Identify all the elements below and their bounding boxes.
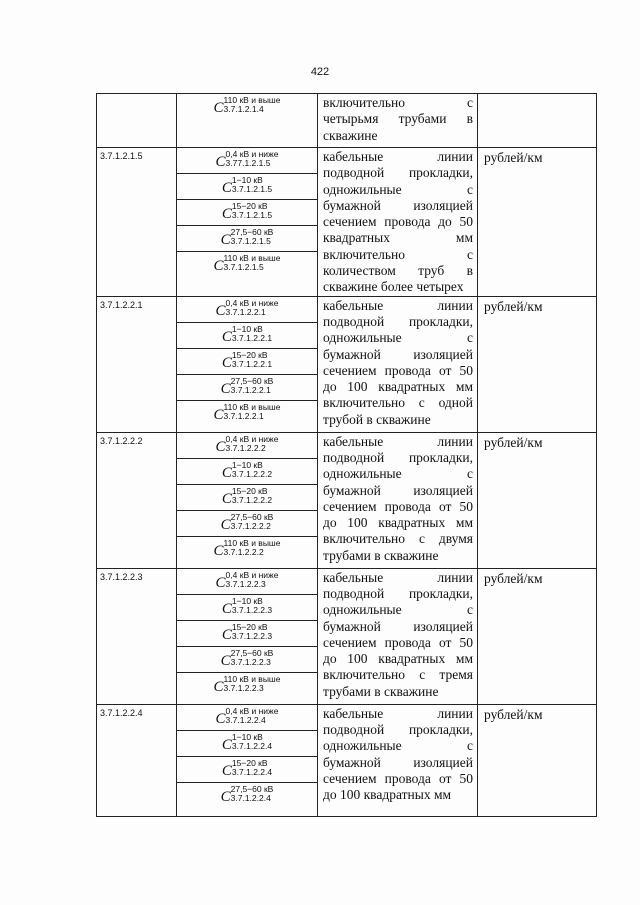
rate-symbol-formula — [177, 597, 317, 615]
rate-letter-c: C — [220, 380, 231, 397]
description-line: одножильные с — [323, 181, 473, 197]
rate-letter-c: C — [221, 762, 232, 779]
rate-symbol — [177, 511, 317, 537]
description-line: четырьмя трубами в — [323, 111, 473, 127]
rate-letter-c: C — [221, 600, 232, 617]
description-line: кабельные линии — [323, 297, 473, 313]
row-code — [97, 94, 177, 148]
description-line: сечением провода до 50 — [323, 214, 473, 230]
rate-symbol — [177, 757, 317, 783]
voltage-class: 110 кВ и выше — [223, 253, 281, 264]
rate-symbols-cell — [177, 704, 318, 816]
rate-symbol — [177, 349, 317, 375]
rate-scripts — [232, 759, 272, 777]
description-line: квадратных мм — [323, 230, 473, 246]
tariff-row — [97, 568, 597, 704]
description-line: подводной прокладки, — [323, 585, 473, 601]
rate-symbol-formula — [177, 228, 317, 246]
description-line: включительно с тремя — [323, 667, 473, 683]
row-description — [318, 94, 478, 148]
rate-symbol — [177, 459, 317, 485]
rate-index: 3.7.1.2.2.3 — [223, 683, 264, 693]
description-line: количеством труб в — [323, 263, 473, 279]
rate-symbol-formula — [177, 254, 317, 272]
description-line: трубами в скважине — [323, 547, 439, 563]
row-code: 3.7.1.2.2.2 — [97, 432, 177, 568]
rate-symbol — [177, 783, 317, 809]
description-line: до 100 квадратных мм — [323, 379, 473, 395]
description-line: включительно с — [323, 95, 473, 110]
rate-symbol-formula — [177, 435, 317, 453]
voltage-class: 0,4 кВ и ниже — [225, 298, 279, 308]
description-line: кабельные линии — [323, 433, 473, 449]
voltage-class: 0,4 кВ и ниже — [225, 434, 279, 444]
rate-letter-c: C — [221, 354, 232, 371]
rate-symbol-formula — [177, 707, 317, 725]
description-line: подводной прокладки, — [323, 721, 473, 737]
row-code: 3.7.1.2.2.1 — [97, 296, 177, 432]
rate-letter-c: C — [221, 464, 232, 481]
rate-index: 3.7.1.2.2.3 — [230, 657, 271, 667]
rate-index: 3.7.1.2.2.2 — [223, 547, 264, 557]
rate-scripts — [232, 597, 272, 615]
row-code: 3.7.1.2.2.3 — [97, 568, 177, 704]
rate-symbol-formula — [177, 202, 317, 220]
rate-index: 3.7.1.2.2.3 — [225, 579, 266, 589]
rate-symbols-cell — [177, 296, 318, 432]
description-line: бумажной изоляцией — [323, 197, 473, 213]
rate-symbol — [177, 537, 317, 563]
rate-symbol — [177, 323, 317, 349]
description-line: включительно с — [323, 246, 473, 262]
rate-scripts — [232, 325, 272, 343]
rate-scripts — [226, 150, 279, 168]
rate-index: 3.7.1.2.1.5 — [231, 184, 273, 195]
voltage-class: 27,5−60 кВ — [230, 648, 274, 658]
row-description — [318, 148, 478, 297]
rate-symbol-formula — [177, 539, 317, 557]
rate-scripts — [224, 403, 281, 421]
rate-symbol-formula — [177, 325, 317, 343]
rate-symbol — [177, 705, 317, 731]
description-line: одножильные с — [323, 330, 473, 346]
tariff-row — [97, 94, 597, 148]
rate-letter-c: C — [215, 302, 226, 319]
rate-scripts — [232, 487, 272, 505]
rate-symbol-formula — [177, 649, 317, 667]
description-line: бумажной изоляцией — [323, 618, 473, 634]
description-line: сечением провода от 50 — [323, 634, 473, 650]
row-unit: рублей/км — [478, 568, 597, 704]
row-description — [318, 296, 478, 432]
description-line: скважине — [323, 127, 378, 143]
description-line: скважине более четырех — [323, 279, 464, 295]
rate-index: 3.7.1.2.2.1 — [223, 411, 264, 421]
voltage-class: 15−20 кВ — [231, 486, 268, 496]
voltage-class: 15−20 кВ — [231, 350, 268, 360]
rate-symbol — [177, 433, 317, 459]
rate-letter-c: C — [213, 406, 224, 423]
voltage-class: 1−10 кВ — [231, 460, 263, 470]
description-line: бумажной изоляцией — [323, 346, 473, 362]
rate-index: 3.7.1.2.2.3 — [231, 631, 273, 641]
description-line: подводной прокладки, — [323, 165, 473, 181]
rate-letter-c: C — [220, 652, 231, 669]
rate-letter-c: C — [221, 328, 232, 345]
voltage-class: 110 кВ и выше — [223, 674, 281, 684]
rate-index: 3.7.1.2.1.4 — [223, 104, 264, 115]
voltage-class: 15−20 кВ — [231, 622, 268, 632]
rate-symbol-formula — [177, 377, 317, 395]
voltage-class: 110 кВ и выше — [223, 538, 281, 548]
rate-letter-c: C — [215, 153, 226, 170]
row-code: 3.7.1.2.2.4 — [97, 704, 177, 816]
rate-symbol-formula — [177, 571, 317, 589]
rate-index: 3.7.1.2.1.5 — [230, 236, 271, 247]
tariff-row — [97, 432, 597, 568]
row-unit: рублей/км — [478, 296, 597, 432]
rate-index: 3.7.1.2.2.1 — [231, 333, 273, 343]
rate-scripts — [232, 733, 272, 751]
rate-scripts — [231, 377, 274, 395]
rate-scripts — [231, 228, 274, 246]
rate-symbol — [177, 673, 317, 699]
rate-symbol-formula — [177, 513, 317, 531]
rate-index: 3.7.1.2.1.5 — [231, 210, 273, 221]
rate-letter-c: C — [221, 736, 232, 753]
tariff-table-body — [97, 94, 597, 817]
description-line: подводной прокладки, — [323, 449, 473, 465]
rate-letter-c: C — [221, 626, 232, 643]
rate-symbols-cell — [177, 148, 318, 297]
rate-letter-c: C — [220, 788, 231, 805]
voltage-class: 27,5−60 кВ — [230, 227, 274, 238]
row-unit: рублей/км — [478, 148, 597, 297]
voltage-class: 0,4 кВ и ниже — [225, 570, 279, 580]
rate-symbol-formula — [177, 299, 317, 317]
description-line: сечением провода от 50 — [323, 770, 473, 786]
rate-symbol — [177, 174, 317, 200]
rate-scripts — [226, 707, 279, 725]
rate-index: 3.7.1.2.2.2 — [225, 443, 266, 453]
description-line: одножильные с — [323, 602, 473, 618]
rate-symbol-formula — [177, 623, 317, 641]
description-line: сечением провода от 50 — [323, 498, 473, 514]
rate-symbol — [177, 200, 317, 226]
rate-index: 3.7.1.2.1.5 — [223, 262, 264, 273]
rate-symbol — [177, 647, 317, 673]
rate-scripts — [231, 785, 274, 803]
rate-index: 3.7.1.2.2.1 — [230, 385, 271, 395]
voltage-class: 1−10 кВ — [231, 596, 263, 606]
rate-letter-c: C — [215, 574, 226, 591]
rate-scripts — [232, 623, 272, 641]
description-line: подводной прокладки, — [323, 313, 473, 329]
voltage-class: 27,5−60 кВ — [230, 784, 274, 794]
rate-scripts — [231, 649, 274, 667]
rate-symbols-cell — [177, 432, 318, 568]
voltage-class: 1−10 кВ — [231, 175, 263, 186]
rate-index: 3.77.1.2.1.5 — [225, 158, 271, 169]
rate-symbol-formula — [177, 487, 317, 505]
rate-letter-c: C — [221, 205, 232, 222]
rate-index: 3.7.1.2.2.3 — [231, 605, 273, 615]
rate-symbol — [177, 252, 317, 278]
rate-letter-c: C — [213, 99, 224, 116]
rate-scripts — [226, 299, 279, 317]
rate-letter-c: C — [213, 257, 224, 274]
row-description — [318, 432, 478, 568]
description-line: кабельные линии — [323, 569, 473, 585]
rate-scripts — [231, 513, 274, 531]
rate-symbol — [177, 595, 317, 621]
rate-symbol-formula — [177, 759, 317, 777]
voltage-class: 0,4 кВ и ниже — [225, 706, 279, 716]
voltage-class: 27,5−60 кВ — [230, 512, 274, 522]
voltage-class: 110 кВ и выше — [223, 95, 281, 106]
rate-symbol — [177, 621, 317, 647]
voltage-class: 1−10 кВ — [231, 732, 263, 742]
description-line: трубой в скважине — [323, 411, 431, 427]
rate-symbols-cell — [177, 568, 318, 704]
rate-scripts — [232, 351, 272, 369]
description-line: бумажной изоляцией — [323, 482, 473, 498]
rate-index: 3.7.1.2.2.4 — [231, 741, 273, 751]
rate-symbol-formula — [177, 675, 317, 693]
rate-symbol-formula — [177, 150, 317, 168]
rate-letter-c: C — [220, 516, 231, 533]
rate-symbol-formula — [177, 351, 317, 369]
rate-symbol — [177, 569, 317, 595]
rate-letter-c: C — [213, 542, 224, 559]
rate-scripts — [224, 96, 281, 114]
description-line: одножильные с — [323, 738, 473, 754]
rate-symbol-formula — [177, 785, 317, 803]
rate-symbol — [177, 401, 317, 427]
rate-letter-c: C — [215, 438, 226, 455]
rate-symbol — [177, 485, 317, 511]
description-line: кабельные линии — [323, 705, 473, 721]
description-line: одножильные с — [323, 466, 473, 482]
tariff-table — [96, 93, 597, 817]
rate-index: 3.7.1.2.2.1 — [231, 359, 273, 369]
rate-symbol-formula — [177, 461, 317, 479]
rate-index: 3.7.1.2.2.2 — [231, 495, 273, 505]
rate-symbol-formula — [177, 96, 317, 114]
rate-symbol — [177, 375, 317, 401]
rate-letter-c: C — [221, 179, 232, 196]
rate-index: 3.7.1.2.2.2 — [230, 521, 271, 531]
description-line: трубами в скважине — [323, 683, 439, 699]
rate-index: 3.7.1.2.2.4 — [231, 767, 273, 777]
row-code: 3.7.1.2.1.5 — [97, 148, 177, 297]
page-number: 422 — [310, 66, 330, 78]
rate-scripts — [232, 461, 272, 479]
row-unit: рублей/км — [478, 432, 597, 568]
row-description — [318, 568, 478, 704]
rate-letter-c: C — [221, 490, 232, 507]
tariff-row — [97, 148, 597, 297]
rate-letter-c: C — [215, 710, 226, 727]
rate-letter-c: C — [220, 231, 231, 248]
description-line: кабельные линии — [323, 149, 473, 164]
voltage-class: 27,5−60 кВ — [230, 376, 274, 386]
rate-scripts — [232, 176, 272, 194]
rate-letter-c: C — [213, 678, 224, 695]
rate-symbol — [177, 148, 317, 174]
rate-scripts — [232, 202, 272, 220]
rate-symbols-cell — [177, 94, 318, 148]
tariff-row — [97, 704, 597, 816]
description-line: до 100 квадратных мм — [323, 651, 473, 667]
rate-symbol-formula — [177, 403, 317, 421]
rate-symbol — [177, 226, 317, 252]
rate-scripts — [224, 675, 281, 693]
description-line: включительно с двумя — [323, 531, 473, 547]
rate-symbol — [177, 731, 317, 757]
voltage-class: 1−10 кВ — [231, 324, 263, 334]
rate-symbol — [177, 94, 317, 120]
rate-index: 3.7.1.2.2.1 — [225, 307, 266, 317]
description-line: до 100 квадратных мм — [323, 515, 473, 531]
row-unit: рублей/км — [478, 704, 597, 816]
rate-scripts — [226, 435, 279, 453]
rate-scripts — [226, 571, 279, 589]
rate-index: 3.7.1.2.2.2 — [231, 469, 273, 479]
row-unit — [478, 94, 597, 148]
rate-index: 3.7.1.2.2.4 — [225, 715, 266, 725]
rate-symbol — [177, 297, 317, 323]
rate-index: 3.7.1.2.2.4 — [230, 793, 271, 803]
rate-scripts — [224, 254, 281, 272]
row-description — [318, 704, 478, 816]
tariff-row — [97, 296, 597, 432]
description-line: включительно с одной — [323, 395, 473, 411]
voltage-class: 0,4 кВ и ниже — [225, 149, 279, 160]
rate-symbol-formula — [177, 733, 317, 751]
rate-scripts — [224, 539, 281, 557]
voltage-class: 15−20 кВ — [231, 201, 268, 212]
description-line: сечением провода от 50 — [323, 362, 473, 378]
voltage-class: 110 кВ и выше — [223, 402, 281, 412]
description-line: до 100 квадратных мм — [323, 787, 452, 803]
rate-symbol-formula — [177, 176, 317, 194]
voltage-class: 15−20 кВ — [231, 758, 268, 768]
description-line: бумажной изоляцией — [323, 754, 473, 770]
